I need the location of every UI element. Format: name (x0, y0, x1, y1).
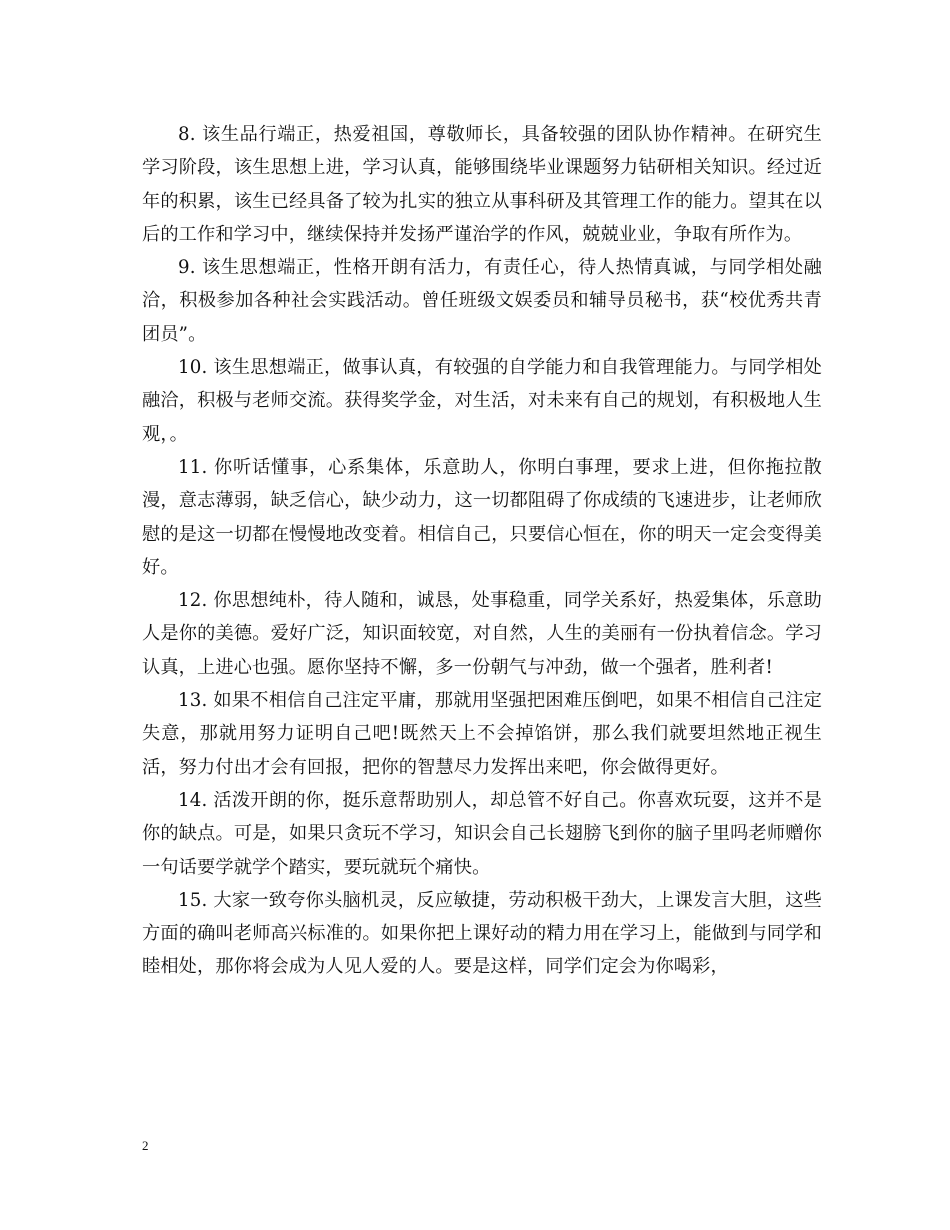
paragraph-12: 12. 你思想纯朴，待人随和，诚恳，处事稳重，同学关系好，热爱集体，乐意助人是你的美德。爱好广泛，知识面较宽，对自然，人生的美丽有一份执着信念。学习认真，上进心也强。愿你坚持不懈，多一份朝气与冲劲，做一个强者，胜利者! (142, 590, 822, 678)
paragraph-10: 10. 该生思想端正，做事认真，有较强的自学能力和自我管理能力。与同学相处融洽，积极与老师交流。获得奖学金，对生活，对未来有自己的规划，有积极地人生观，。 (142, 357, 822, 445)
paragraph-11: 11. 你听话懂事，心系集体，乐意助人，你明白事理，要求上进，但你拖拉散漫，意志薄弱，缺乏信心，缺少动力，这一切都阻碍了你成绩的飞速进步，让老师欣慰的是这一切都在慢慢地改变着。相信自己，只要信心恒在，你的明天一定会变得美好。 (142, 456, 822, 578)
page-number: 2 (142, 1138, 149, 1153)
paragraph-15: 15. 大家一致夸你头脑机灵，反应敏捷，劳动积极干劲大，上课发言大胆，这些方面的确叫老师高兴标准的。如果你把上课好动的精力用在学习上，能做到与同学和睦相处，那你将会成为人见人爱的人。要是这样，同学们定会为你喝彩， (142, 889, 822, 978)
paragraph-13: 13. 如果不相信自己注定平庸，那就用坚强把困难压倒吧，如果不相信自己注定失意，那就用努力证明自己吧!既然天上不会掉馅饼，那么我们就要坦然地正视生活，努力付出才会有回报，把你的智慧尽力发挥出来吧，你会做得更好。 (142, 690, 822, 778)
body-text (142, 118, 822, 984)
paragraph-14: 14. 活泼开朗的你，挺乐意帮助别人，却总管不好自己。你喜欢玩耍，这并不是你的缺点。可是，如果只贪玩不学习，知识会自己长翅膀飞到你的脑子里吗老师赠你一句话要学就学个踏实，要玩就玩个痛快。 (142, 789, 822, 878)
paragraph-9: 9. 该生思想端正，性格开朗有活力，有责任心，待人热情真诚，与同学相处融洽，积极参加各种社会实践活动。曾任班级文娱委员和辅导员秘书，获“校优秀共青团员”。 (142, 257, 822, 345)
paragraph-8: 8. 该生品行端正，热爱祖国，尊敬师长，具备较强的团队协作精神。在研究生学习阶段，该生思想上进，学习认真，能够围绕毕业课题努力钻研相关知识。经过近年的积累，该生已经具备了较为扎实的独立从事科研及其管理工作的能力。望其在以后的工作和学习中，继续保持并发扬严谨治学的作风，兢兢业业，争取有所作为。 (142, 124, 822, 245)
